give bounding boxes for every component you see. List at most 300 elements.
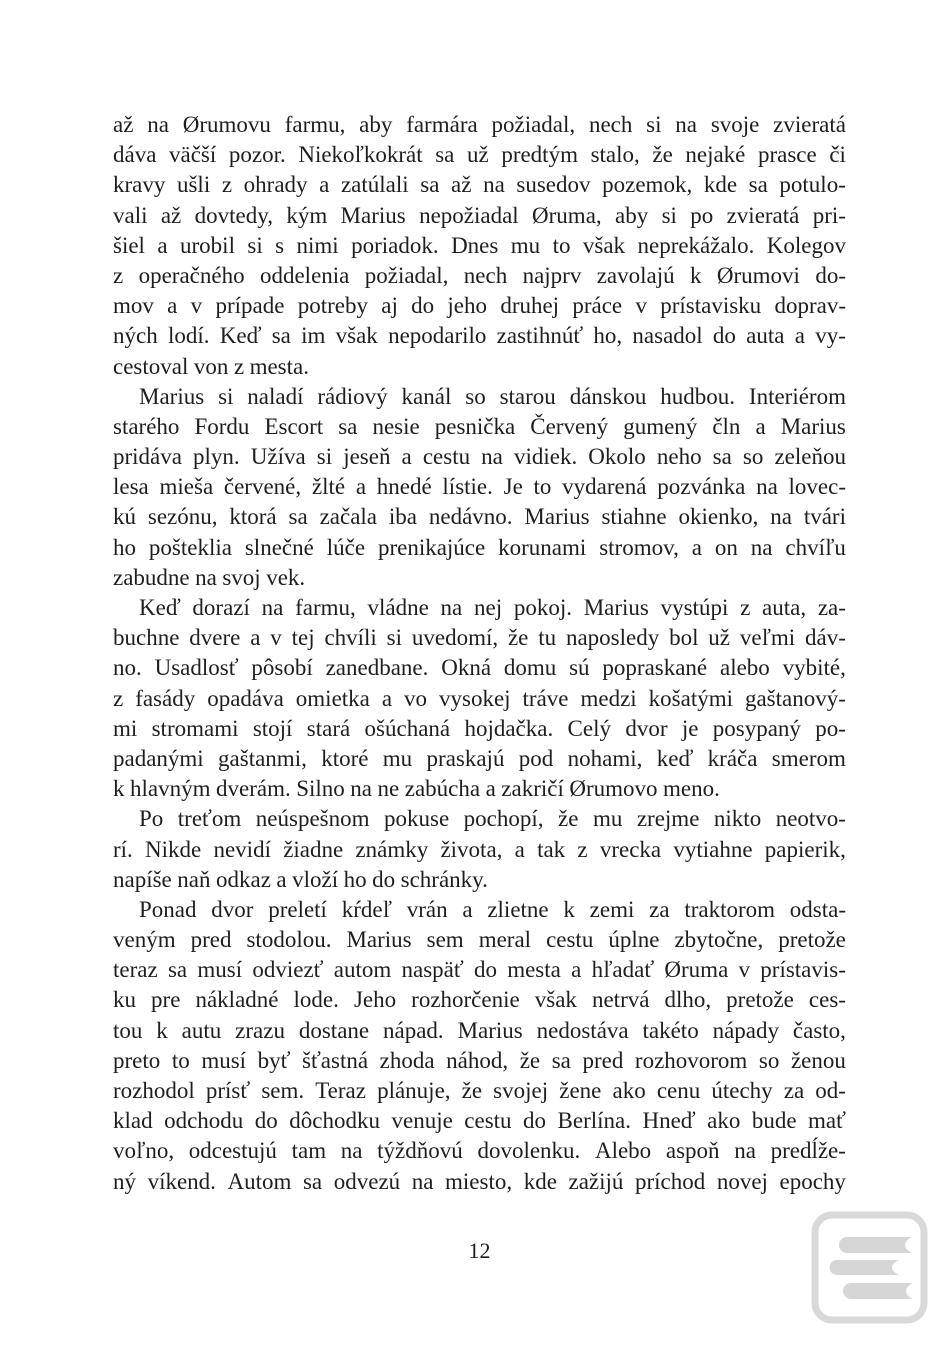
word: ho	[113, 534, 136, 560]
word: tej	[291, 625, 315, 651]
word: tráve	[522, 685, 569, 711]
word: nepožiadal	[419, 202, 519, 228]
word: tam	[291, 1138, 327, 1164]
word: a	[462, 896, 473, 922]
word: do-	[815, 262, 846, 288]
word: dáv-	[805, 625, 846, 651]
word: náhod,	[446, 1047, 509, 1073]
word: požiadal,	[491, 112, 576, 137]
word: pozor.	[228, 142, 286, 168]
word: kde	[703, 172, 738, 198]
word: vek.	[266, 564, 306, 590]
word: so	[742, 444, 764, 470]
word: a	[571, 957, 582, 983]
word: požiadal,	[364, 262, 449, 288]
word: najprv	[522, 262, 582, 288]
word: naň	[177, 866, 211, 892]
word: Marius	[780, 413, 846, 439]
word: života,	[440, 836, 503, 862]
word: cestu	[422, 444, 471, 470]
word: zavolajú	[596, 262, 675, 288]
word: bol	[669, 625, 699, 651]
text-line	[113, 231, 846, 261]
word: opadáva	[207, 685, 284, 711]
word: dovtedy,	[194, 202, 273, 228]
word: odsta-	[789, 896, 846, 922]
word: ný	[113, 1168, 136, 1194]
word: sa	[551, 1047, 571, 1073]
word: zanedbane.	[325, 655, 429, 681]
word: netrvá	[591, 987, 650, 1013]
word: za-	[817, 595, 846, 620]
word: sa	[435, 142, 455, 168]
word: Ponad	[139, 896, 197, 922]
word: alebo	[720, 655, 770, 681]
word: sa	[271, 323, 291, 349]
word: Marius	[457, 1017, 523, 1043]
word: ho,	[593, 323, 623, 349]
word: kráča	[707, 745, 758, 771]
word: známky	[355, 836, 429, 862]
word: predtým	[501, 142, 578, 168]
word: vybité,	[782, 655, 846, 681]
word: mu	[382, 745, 413, 771]
word: však	[335, 323, 378, 349]
word: neprekážalo.	[637, 232, 755, 258]
word: pred	[582, 1047, 624, 1073]
word: lesa	[113, 474, 149, 500]
word: rozhodol	[113, 1078, 195, 1103]
word: na	[675, 112, 698, 137]
word: si	[316, 444, 333, 470]
word: stromov,	[599, 534, 679, 560]
word: prístavisku	[660, 293, 762, 319]
word: zrejme	[636, 806, 700, 832]
word: do	[473, 957, 497, 983]
word: ošúchaná	[364, 715, 451, 741]
word: Po	[139, 806, 164, 832]
word: z	[113, 685, 124, 711]
word: zabúcha	[404, 776, 481, 802]
word: gaštanmi,	[218, 745, 307, 771]
word: stojí	[252, 715, 293, 741]
word: vládne	[367, 595, 429, 620]
text-line	[113, 261, 846, 291]
word: Marius	[524, 504, 590, 530]
text-line	[113, 653, 846, 683]
text-line	[113, 382, 846, 412]
word: Celý	[567, 715, 611, 741]
text-line	[113, 352, 846, 382]
word: práce	[572, 293, 623, 319]
word: a	[691, 534, 702, 560]
word: veľmi	[739, 625, 796, 651]
word: na	[483, 172, 505, 198]
word: Berlína.	[557, 1108, 631, 1134]
word: že	[519, 1047, 541, 1073]
word: na	[734, 1138, 756, 1164]
word: pred	[190, 927, 232, 953]
word: mu	[510, 232, 541, 258]
word: lúče	[326, 534, 366, 560]
word: sa	[338, 413, 358, 439]
word: nasadol	[632, 323, 703, 349]
word: hlavným	[130, 776, 211, 802]
word: dáva	[113, 142, 157, 168]
word: bude	[751, 1108, 797, 1134]
word: kým	[286, 202, 328, 228]
word: nápad.	[383, 1017, 444, 1043]
word: traktorom	[684, 896, 776, 922]
word: pozemok,	[602, 172, 693, 198]
word: ktorá	[229, 504, 277, 530]
word: nej	[473, 595, 503, 620]
word: preletí	[268, 896, 327, 922]
word: mesta	[507, 957, 561, 983]
word: na	[340, 1138, 363, 1164]
word: do	[411, 293, 435, 319]
word: smerom	[771, 745, 846, 771]
word: posypaný	[712, 715, 801, 741]
word: neho	[656, 444, 702, 470]
word: gumený	[623, 413, 698, 439]
word: Øruma	[664, 957, 729, 983]
word: z	[740, 595, 751, 620]
word: korunami	[498, 534, 587, 560]
text-line	[113, 895, 846, 925]
word: neotvo-	[775, 806, 846, 832]
word: naposledy	[565, 625, 660, 651]
word: vloží	[292, 866, 339, 892]
word: pretože	[726, 987, 794, 1013]
word: pozvánka	[657, 474, 746, 500]
word: Užíva	[250, 444, 306, 470]
word: dánskou	[569, 383, 647, 409]
word: chvíľu	[785, 534, 846, 560]
word: lode.	[293, 987, 339, 1013]
word: kde	[523, 1168, 557, 1194]
word: väčší	[169, 142, 217, 168]
word: omietka	[295, 685, 370, 711]
word: aby	[615, 202, 649, 228]
word: sa	[712, 444, 732, 470]
word: v	[190, 293, 203, 319]
word: Nikde	[145, 836, 202, 862]
word: Hneď	[642, 1108, 696, 1134]
word: stiahne	[601, 504, 667, 530]
text-line	[113, 1046, 846, 1076]
word: medzi	[580, 685, 637, 711]
word: šťastná	[302, 1047, 369, 1073]
word: aspoň	[665, 1138, 720, 1164]
text-line	[113, 1106, 846, 1136]
word: Usadlosť	[154, 655, 239, 681]
word: čln	[712, 413, 741, 439]
word: zabudne	[113, 564, 190, 590]
word: dôchodku	[289, 1108, 380, 1134]
word: Okolo	[588, 444, 646, 470]
word: po	[690, 202, 714, 228]
word: treťom	[177, 806, 242, 832]
word: slnečné	[244, 534, 314, 560]
word: urobil	[180, 232, 235, 258]
word: zlietne	[487, 896, 549, 922]
word: popraskané	[602, 655, 708, 681]
word: zatúlali	[340, 172, 409, 198]
word: predĺže-	[770, 1138, 846, 1164]
word: a	[514, 836, 525, 862]
word: zvieratá	[726, 202, 800, 228]
word: naladí	[247, 383, 304, 409]
word: im	[301, 323, 326, 349]
word: na	[350, 776, 373, 802]
word: žiadne	[283, 836, 344, 862]
word: farmu,	[295, 595, 356, 620]
text-line	[113, 955, 846, 985]
word: so	[758, 1047, 780, 1073]
word: Dnes	[451, 232, 499, 258]
word: tak	[537, 836, 566, 862]
word: dovolenku.	[477, 1138, 581, 1164]
word: na	[750, 534, 773, 560]
word: za	[783, 1078, 805, 1103]
word: pridáva	[113, 444, 182, 470]
word: cestu	[546, 927, 594, 953]
word: zemi	[589, 896, 635, 922]
word: svoje	[710, 112, 760, 137]
word: Øruma,	[532, 202, 602, 228]
word: oddelenia	[259, 262, 350, 288]
word: z	[221, 172, 233, 198]
word: nohami,	[567, 745, 643, 771]
text-line	[113, 110, 846, 140]
word: ako	[612, 1078, 646, 1103]
word: ných	[113, 323, 158, 349]
book-spine	[843, 1283, 913, 1299]
word: vo	[404, 685, 428, 711]
word: hnedé	[376, 474, 432, 500]
word: stromami	[151, 715, 239, 741]
word: hojdačka.	[464, 715, 554, 741]
word: týždňovú	[377, 1138, 463, 1164]
text-line	[113, 140, 846, 170]
text-line	[113, 412, 846, 442]
word: Alebo	[594, 1138, 652, 1164]
word: plánuje,	[377, 1078, 451, 1103]
word: na	[195, 564, 217, 590]
word: lodí.	[167, 323, 210, 349]
word: nesie	[372, 413, 420, 439]
word: ušli	[176, 172, 211, 198]
word: von	[193, 353, 229, 379]
word: svojej	[493, 1078, 549, 1103]
word: vrecka	[599, 836, 662, 862]
word: Ørumovo	[569, 776, 658, 802]
word: na	[770, 504, 792, 530]
word: jeseň	[343, 444, 391, 470]
word: prípade	[215, 293, 285, 319]
word: za	[649, 896, 670, 922]
word: mov	[113, 293, 154, 319]
word: pretože	[778, 927, 846, 953]
word: na	[481, 444, 503, 470]
word: začala	[319, 504, 377, 530]
word: venuje	[391, 1108, 453, 1134]
word: útechy	[711, 1078, 773, 1103]
word: vytiahne	[673, 836, 753, 862]
word: z	[113, 262, 124, 288]
word: do	[523, 1108, 547, 1134]
word: ne	[377, 776, 400, 802]
word: auta	[746, 323, 785, 349]
text-line	[113, 1167, 846, 1197]
word: auta,	[762, 595, 807, 620]
word: Ørumovi	[716, 262, 800, 288]
word: Červený	[530, 413, 609, 439]
text-line	[113, 684, 846, 714]
word: vydarená	[562, 474, 647, 500]
word: iba	[388, 504, 417, 530]
text-line	[113, 804, 846, 834]
word: nedávno.	[428, 504, 513, 530]
word: zažijú	[568, 1168, 624, 1194]
word: padanými	[113, 745, 204, 771]
word: prístavis-	[760, 957, 846, 983]
word: Niekoľkokrát	[298, 142, 423, 168]
word: nákladné	[195, 987, 279, 1013]
books-logo-icon	[811, 1211, 928, 1324]
word: k	[563, 896, 575, 922]
word: Je	[503, 474, 523, 500]
word: sezónu,	[147, 504, 218, 530]
word: rozhorčenie	[411, 987, 520, 1013]
word: takéto	[642, 1017, 699, 1043]
word: sa	[748, 172, 768, 198]
word: ohrady	[243, 172, 308, 198]
word: nech	[463, 262, 508, 288]
text-line	[113, 472, 846, 502]
word: ako	[707, 1108, 741, 1134]
book-spine	[830, 1260, 900, 1275]
word: v	[270, 625, 282, 651]
word: už	[467, 142, 489, 168]
word: víkend.	[147, 1168, 216, 1194]
word: vysokej	[439, 685, 511, 711]
word: dverám.	[216, 776, 291, 802]
word: preto	[113, 1047, 161, 1073]
word: pre	[151, 987, 181, 1013]
word: ku	[113, 987, 136, 1013]
word: rádiový	[317, 383, 388, 409]
word: farmára	[406, 112, 478, 137]
text-line	[113, 1076, 846, 1106]
word: kanál	[401, 383, 452, 409]
word: od-	[815, 1078, 846, 1103]
word: si	[218, 383, 234, 409]
word: jeho	[447, 293, 488, 319]
word: buchne	[113, 625, 180, 651]
text-line	[113, 623, 846, 653]
word: sa	[288, 504, 308, 530]
word: zhoda	[379, 1047, 435, 1073]
word: už	[708, 625, 731, 651]
word: úplne	[608, 927, 660, 953]
word: k	[156, 1017, 168, 1043]
word: musí	[197, 957, 243, 983]
text-line	[113, 744, 846, 774]
text-line	[113, 835, 846, 865]
word: až	[113, 112, 134, 137]
word: vy-	[815, 323, 846, 349]
word: Ørumovu	[182, 112, 271, 137]
word: ktoré	[321, 745, 369, 771]
text-line	[113, 925, 846, 955]
word: lovec-	[788, 474, 846, 500]
word: sem	[426, 927, 464, 953]
word: však	[582, 232, 626, 258]
word: svoj	[222, 564, 261, 590]
body-text	[113, 110, 846, 1197]
text-line	[113, 291, 846, 321]
word: a	[157, 232, 168, 258]
word: odviezť	[252, 957, 324, 983]
text-line	[113, 170, 846, 200]
word: plyn.	[193, 444, 240, 470]
word: v	[738, 957, 751, 983]
word: Keď	[139, 595, 181, 620]
word: nikto	[713, 806, 762, 832]
word: do	[372, 866, 396, 892]
word: schránky.	[400, 866, 488, 892]
word: nech	[588, 112, 633, 137]
word: zrazu	[235, 1017, 285, 1043]
word: odvezú	[333, 1168, 401, 1194]
word: Autom	[227, 1168, 292, 1194]
word: sú	[569, 655, 590, 681]
word: klad	[113, 1108, 153, 1134]
word: príchod	[634, 1168, 706, 1194]
word: zvieratá	[773, 112, 846, 137]
word: pochopí,	[463, 806, 544, 832]
word: aby	[359, 112, 393, 137]
word: často,	[792, 1017, 846, 1043]
word: to	[171, 1047, 190, 1073]
word: vali	[113, 202, 148, 228]
word: a	[794, 323, 805, 349]
word: Keď	[219, 323, 262, 349]
word: k	[690, 262, 702, 288]
word: prenikajúce	[377, 534, 486, 560]
word: napíše	[113, 866, 172, 892]
word: až	[160, 202, 182, 228]
word: ženou	[790, 1047, 846, 1073]
word: Escort	[264, 413, 324, 439]
word: nedostáva	[536, 1017, 629, 1043]
word: stará	[306, 715, 351, 741]
word: uvedomí,	[411, 625, 499, 651]
word: druhej	[500, 293, 560, 319]
text-line	[113, 714, 846, 744]
word: a	[485, 776, 496, 802]
word: tvári	[803, 504, 846, 530]
word: s	[275, 232, 285, 258]
word: odchodu	[164, 1108, 244, 1134]
word: lístie.	[442, 474, 493, 500]
word: tu	[538, 625, 557, 651]
word: zeleňou	[774, 444, 846, 470]
word: a	[401, 444, 412, 470]
word: autom	[333, 957, 392, 983]
